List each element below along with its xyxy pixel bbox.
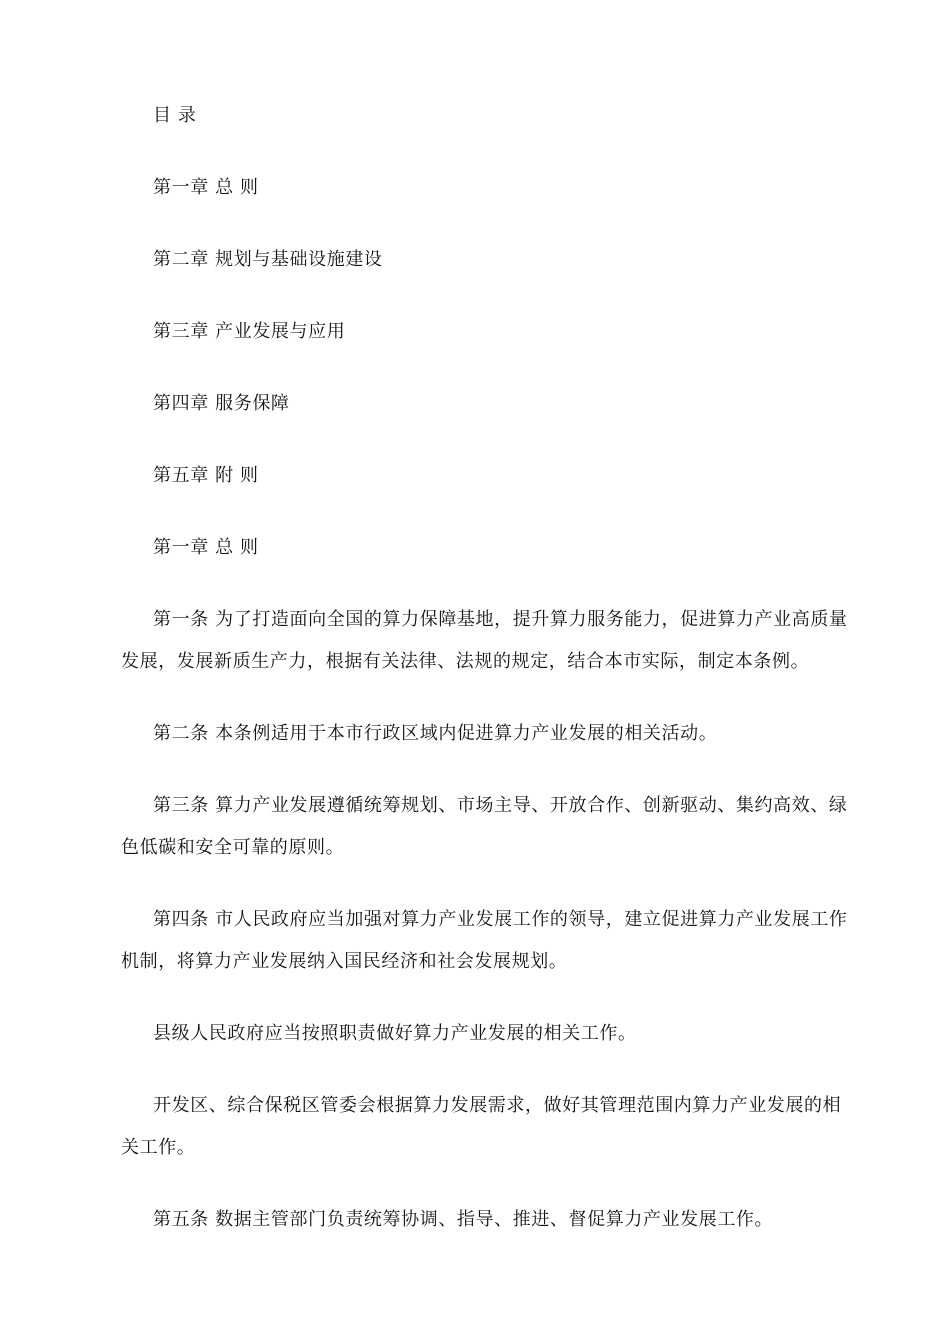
toc-item <box>121 455 827 497</box>
toc-item-text: 第三章 产业发展与应用 <box>153 321 346 342</box>
paragraph-line: 关工作。 <box>121 1137 196 1158</box>
toc-item <box>121 383 827 425</box>
paragraph-line: 第一条 为了打造面向全国的算力保障基地，提升算力服务能力，促进算力产业高质量 <box>153 609 848 630</box>
paragraph-line: 县级人民政府应当按照职责做好算力产业发展的相关工作。 <box>153 1023 637 1044</box>
paragraph-line: 色低碳和安全可靠的原则。 <box>121 837 345 858</box>
paragraph-line: 发展，发展新质生产力，根据有关法律、法规的规定，结合本市实际，制定本条例。 <box>121 651 810 672</box>
toc-item-text: 第四章 服务保障 <box>153 393 290 414</box>
paragraph-line: 第五条 数据主管部门负责统筹协调、指导、推进、督促算力产业发展工作。 <box>153 1209 774 1230</box>
paragraph-line: 开发区、综合保税区管委会根据算力发展需求，做好其管理范围内算力产业发展的相 <box>153 1095 842 1116</box>
article-paragraph <box>121 899 848 983</box>
paragraph-line: 第二条 本条例适用于本市行政区域内促进算力产业发展的相关活动。 <box>153 723 718 744</box>
document-page <box>121 95 848 1271</box>
chapter-heading <box>121 527 827 569</box>
toc-item <box>121 167 827 209</box>
chapter-heading-text: 第一章 总 则 <box>153 537 259 558</box>
article-paragraph <box>121 713 827 755</box>
article-paragraph <box>121 1199 827 1241</box>
article-paragraph <box>121 1013 827 1055</box>
article-paragraph <box>121 1085 842 1169</box>
toc-item-text: 第五章 附 则 <box>153 465 259 486</box>
article-paragraph <box>121 785 848 869</box>
toc-item-text: 第一章 总 则 <box>153 177 259 198</box>
paragraph-line: 机制，将算力产业发展纳入国民经济和社会发展规划。 <box>121 951 568 972</box>
toc-title-text: 目 录 <box>153 105 197 126</box>
toc-item <box>121 239 827 281</box>
toc-item-text: 第二章 规划与基础设施建设 <box>153 249 383 270</box>
toc-item <box>121 311 827 353</box>
toc-title <box>121 95 827 137</box>
article-paragraph <box>121 599 848 683</box>
paragraph-line: 第四条 市人民政府应当加强对算力产业发展工作的领导，建立促进算力产业发展工作 <box>153 909 848 930</box>
paragraph-line: 第三条 算力产业发展遵循统筹规划、市场主导、开放合作、创新驱动、集约高效、绿 <box>153 795 848 816</box>
